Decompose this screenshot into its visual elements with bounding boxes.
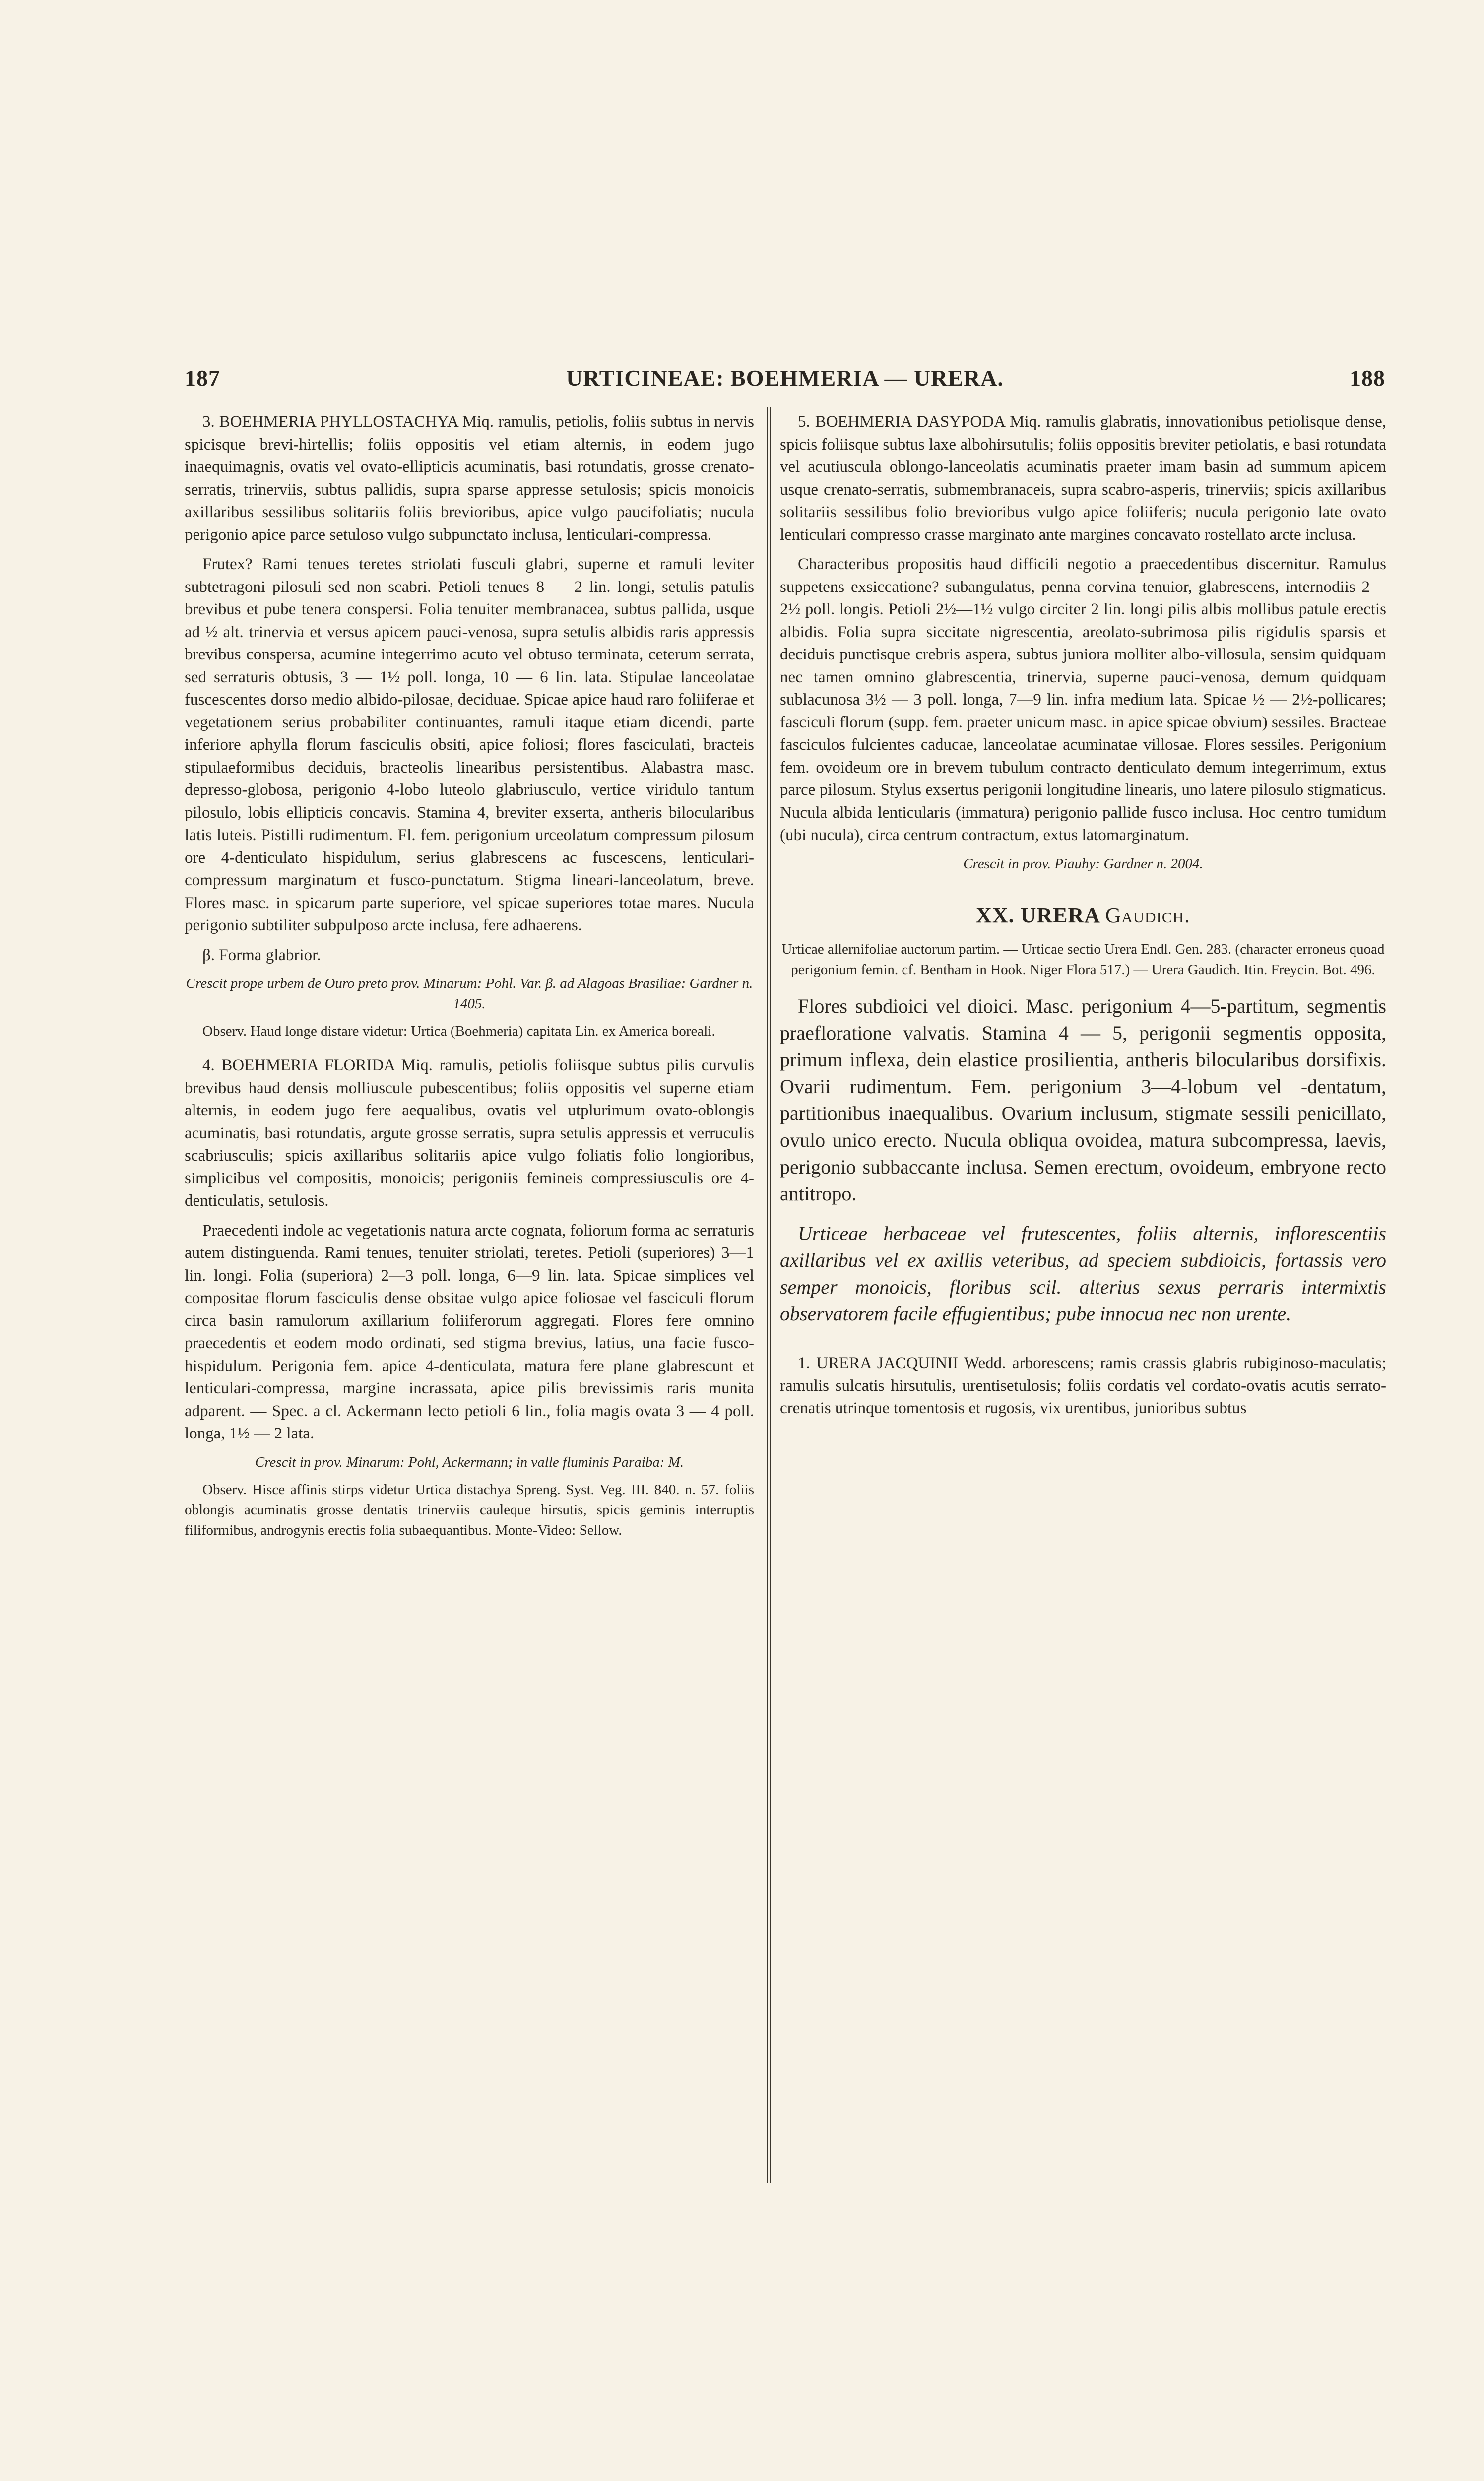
species-4-diagnosis: ramulis, petiolis foliisque subtus pilis curvulis brevibus haud densis molliuscule pubescentibus; foliis oppositis vel superne etiam alternis, in eodem jugo fere aequalibus, ovatis vel utplurimum ovato-oblongis acuminatis, basi rotundatis, argute grosse serratis, supra setulis appressis et verruculis scabriusculis; spicis axillaribus solitariis apice vulgo foliatis folio longioribus, simplicibus vel compositis, monoicis; perigoniis femineis compressiusculis ore 4-denticulatis, setulosis. — [185, 1056, 754, 1210]
species-4-title: 4. BOEHMERIA FLORIDA Miq. — [202, 1056, 433, 1074]
species-5-entry — [780, 411, 1386, 546]
genus-heading — [780, 904, 1386, 927]
running-head — [185, 365, 1385, 394]
species-4-entry — [185, 1054, 754, 1213]
species-3-observation: Observ. Haud longe distare videtur: Urtica (Boehmeria) capitata Lin. ex America boreali. — [202, 1023, 715, 1039]
right-column — [780, 411, 1386, 1420]
species-3-diagnosis: ramulis, petiolis, foliis subtus in nervis spicisque brevi-hirtellis; foliis oppositis vel etiam alternis, in eodem jugo inaequimagnis, ovatis vel ovato-ellipticis acuminatis, basi rotundatis, grosse crenato-serratis, trinerviis, subtus pallidis, supra sparse appresse setulosis; spicis monoicis axillaribus sessilibus solitariis foliis brevioribus, apice vulgo paucifoliatis; nucula perigonio apice parce setuloso vulgo subpunctato inclusa, lenticulari-compressa. — [185, 413, 755, 544]
species-3-entry — [185, 411, 754, 546]
species-5-citation: Crescit in prov. Piauhy: Gardner n. 2004. — [963, 855, 1203, 872]
running-title: URTICINEAE: BOEHMERIA — URERA. — [566, 365, 1004, 391]
species-3-description: Frutex? Rami tenues teretes striolati fusculi glabri, superne et ramuli leviter subtetragoni pilosuli sed non scabri. Petioli tenues 8 — 2 lin. longi, setulis patulis brevibus et pube tenera conspersi. Folia tenuiter membranacea, subtus pallida, usque ad ½ alt. trinervia et versus apicem pauci-venosa, supra setulis albidis raris appressis brevibus conspersa, acumine integerrimo acuto vel obtuso terminata, ceterum serrata, sed serraturis obtusis, 3 — 1½ poll. longa, 10 — 6 lin. lata. Stipulae lanceolatae fuscescentes dorso medio albido-pilosae, deciduae. Spicae apice haud raro foliiferae et vegetationem serius probabiliter continuantes, ramuli itaque etiam dicendi, parte inferiore aphylla florum fasciculis obsiti, apice foliosi; flores fasciculati, bracteis stipulaeformibus deciduis, bracteolis linearibus persistentibus. Alabastra masc. depresso-globosa, perigonio 4-lobo luteolo glabriusculo, vertice viridulo tantum pilosulo, lobis ellipticis concavis. Stamina 4, breviter exserta, antheris bilocularibus latis luteis. Pistilli rudimentum. Fl. fem. perigonium urceolatum compressum pilosum ore 4-denticulato hispidulum, serius glabrescens ac fuscescens, lenticulari-compressum marginatum et fusco-punctatum. Stigma lineari-lanceolatum, breve. Flores masc. in spicarum parte superiore, vel spicae superiores totae mares. Nucula perigonio subtiliter subpulposo arcte inclusa, fere adhaerens. — [185, 555, 754, 934]
urera-1-entry — [780, 1352, 1386, 1420]
species-3-variety: β. Forma glabrior. — [202, 946, 321, 964]
species-3-citation: Crescit prope urbem de Ouro preto prov. Minarum: Pohl. Var. β. ad Alagoas Brasiliae: Gardner n. 1405. — [186, 976, 753, 1012]
urera-1-title: 1. URERA JACQUINII Wedd. — [798, 1354, 1006, 1372]
species-4-citation: Crescit in prov. Minarum: Pohl, Ackermann; in valle fluminis Paraiba: M. — [255, 1454, 684, 1470]
genus-title: XX. URERA — [976, 903, 1099, 927]
left-column — [185, 411, 754, 1541]
genus-synonymy: Urticae allernifoliae auctorum partim. — Urticae sectio Urera Endl. Gen. 283. (character erroneus quoad perigonium femin. cf. Bentham in Hook. Niger Flora 517.) — Urera Gaudich. Itin. Freycin. Bot. 496. — [781, 941, 1385, 978]
species-5-title: 5. BOEHMERIA DASYPODA Miq. — [798, 413, 1041, 431]
genus-note-text: Urticeae herbaceae vel frutescentes, foliis alternis, inflorescentiis axillaribus vel ex axillis veteribus, ad speciem subdioicis, fortassis vero semper monoicis, floribus scil. alterius sexus perraris intermixtis observatorem facile effugientibus; pube innocua nec non urente. — [780, 1222, 1386, 1325]
species-5-description: Characteribus propositis haud difficili negotio a praecedentibus discernitur. Ramulus suppetens exsiccatione? subangulatus, penna corvina tenuior, glabrescens, internodiis 2—2½ poll. longis. Petioli 2½—1½ vulgo circiter 2 lin. longi pilis albis mollibus patule erectis albidis. Folia supra siccitate nigrescentia, areolato-subrimosa pilis rigidulis sparsis et deciduis punctisque crebris aspera, subtus juniora molliter albo-villosula, sensim quidquam nec tamen omnino glabrescentia, trinervia, superne pauci-venosa, demum quidquam sublacunosa 3½ — 3 poll. longa, 7—9 lin. infra medium lata. Spicae ½ — 2½-pollicares; fasciculi florum (supp. fem. praeter unicum masc. in apice spicae obvium) sessiles. Bracteae fasciculos fulcientes caducae, lanceolatae acuminatae villosae. Flores sessiles. Perigonium fem. ovoideum ore in brevem tubulum contracto denticulato demum integerrimum, extus parce pilosum. Stylus exsertus perigonii longitudine linearis, uno latere pilosulo stigmaticus. Nucula albida lenticularis (immatura) perigonio pallide fusco inclusa. Hoc centro tumidum (ubi nucula), circa centrum contractum, extus latomarginatum. — [780, 555, 1386, 844]
species-3-title: 3. BOEHMERIA PHYLLOSTACHYA Miq. — [202, 413, 494, 431]
genus-author: Gaudich. — [1105, 903, 1190, 927]
genus-character: Flores subdioici vel dioici. Masc. perigonium 4—5-partitum, segmentis praefloratione valvatis. Stamina 4 — 5, perigonii segmentis opposita, primum inflexa, dein elastice prosilientia, antheris bilocularibus dorsifixis. Ovarii rudimentum. Fem. perigonium 3—4-lobum vel -dentatum, partitionibus inaequalibus. Ovarium inclusum, stigmate sessili penicillato, ovulo unico erecto. Nucula obliqua ovoidea, matura subcompressa, laevis, perigonio subbaccante inclusa. Semen erectum, ovoideum, embryone recto antitropo. — [780, 995, 1386, 1205]
page-number-left: 187 — [185, 365, 220, 391]
species-5-diagnosis: ramulis glabratis, innovationibus petiolisque dense, spicis foliisque subtus laxe albohirsutulis; foliis oppositis breviter petiolatis, e basi rotundata vel acutiuscula oblongo-lanceolatis acuminatis praeter imam basin ad summum apicem usque crenato-serratis, submembranaceis, supra scabro-asperis, trinerviis; spicis axillaribus solitariis sessilibus folio brevioribus vulgo apice foliiferis; nucula perigonio late ovato lenticulari compresso crasse marginato ante margines concavato rostellato arcte inclusa. — [780, 413, 1387, 544]
urera-1-diagnosis: arborescens; ramis crassis glabris rubiginoso-maculatis; ramulis sulcatis hirsutulis, urentisetulosis; foliis cordatis vel cordato-ovatis acutis serrato-crenatis utrinque tomentosis et rugosis, vix urentibus, junioribus subtus — [780, 1354, 1387, 1417]
column-divider — [767, 407, 771, 2183]
page-number-right: 188 — [1350, 365, 1385, 391]
species-4-description: Praecedenti indole ac vegetationis natura arcte cognata, foliorum forma ac serraturis autem distinguenda. Rami tenues, tenuiter striolati, teretes. Petioli (superiores) 3—1 lin. longi. Folia (superiora) 2—3 poll. longa, 6—9 lin. lata. Spicae simplices vel compositae florum fasciculis dense obsitae vulgo apice foliosae vel fasciculi florum circa basin ramulorum axillarium foliiferorum aggregati. Flores fere omnino praecedentis et eodem modo ordinati, sed stigma brevius, latius, una facie fusco-hispidulum. Perigonia fem. apice 4-denticulata, matura fere plane glabrescunt et lenticulari-compressa, margine incrassata, apice pilis brevissimis raris munita adparent. — Spec. a cl. Ackermann lecto petioli 6 lin., folia magis ovata 3 — 4 poll. longa, 1½ — 2 lata. — [185, 1221, 754, 1442]
genus-note — [780, 1220, 1386, 1327]
species-4-observation: Observ. Hisce affinis stirps videtur Urtica distachya Spreng. Syst. Veg. III. 840. n. 57. foliis oblongis acuminatis grosse dentatis trinerviis cauleque hirsutis, spicis geminis interruptis filiformibus, androgynis erectis folia subaequantibus. Monte-Video: Sellow. — [185, 1481, 754, 1538]
